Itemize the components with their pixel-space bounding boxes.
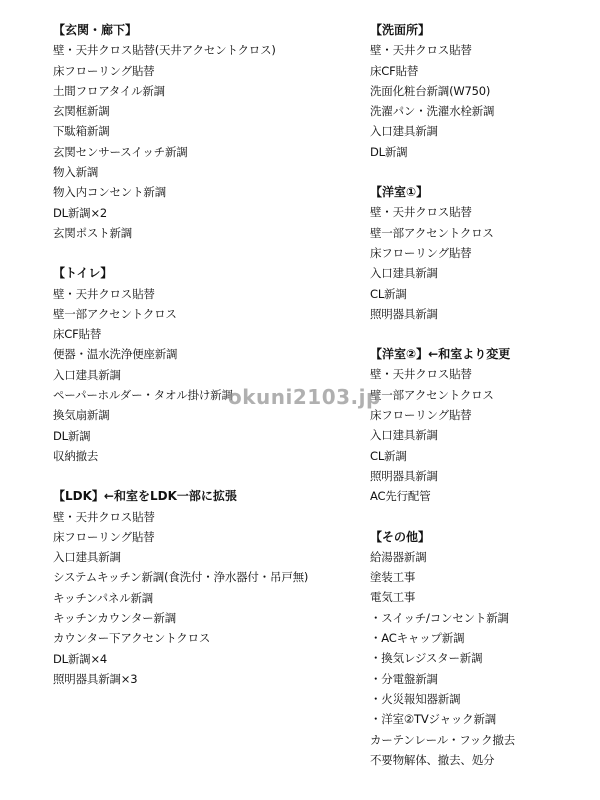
list-item: 照明器具新調	[370, 306, 438, 321]
list-item: 土間フロアタイル新調	[53, 83, 165, 98]
list-item: 物入新調	[53, 165, 99, 180]
left_column-section-1	[53, 263, 343, 466]
list-item: 照明器具新調×3	[53, 671, 138, 686]
list-item: 洗面化粧台新調(W750)	[370, 83, 491, 98]
list-item: 床CF貼替	[53, 327, 102, 342]
list-item: 床フローリング貼替	[370, 245, 472, 260]
list-item: 入口建具新調	[53, 367, 121, 382]
right_column-section-3	[370, 527, 595, 771]
list-item: 床フローリング貼替	[53, 529, 155, 544]
left-column	[53, 20, 343, 709]
list-item: ・火災報知器新調	[370, 691, 461, 706]
list-item: 壁・天井クロス貼替	[370, 205, 472, 220]
list-item: 床フローリング貼替	[370, 408, 472, 423]
list-item: 洗濯パン・洗濯水栓新調	[370, 104, 495, 119]
list-item: 入口建具新調	[370, 428, 438, 443]
list-item: カーテンレール・フック撤去	[370, 732, 516, 747]
list-item: 壁・天井クロス貼替(天井アクセントクロス)	[53, 43, 276, 58]
section-heading: 【LDK】←和室をLDK一部に拡張	[53, 489, 237, 504]
list-item: 壁・天井クロス貼替	[370, 367, 472, 382]
list-item: 下駄箱新調	[53, 124, 110, 139]
list-item: 入口建具新調	[53, 550, 121, 565]
list-item: 電気工事	[370, 590, 416, 605]
list-item: 壁一部アクセントクロス	[53, 306, 177, 321]
list-item: 収納撤去	[53, 448, 99, 463]
list-item: 床CF貼替	[370, 63, 419, 78]
list-item: システムキッチン新調(食洗付・浄水器付・吊戸無)	[53, 570, 309, 585]
list-item: 玄関框新調	[53, 104, 110, 119]
watermark: okuni2103.jp	[228, 385, 381, 409]
list-item: ・スイッチ/コンセント新調	[370, 610, 509, 625]
right_column-section-1	[370, 182, 595, 324]
list-item: 入口建具新調	[370, 124, 438, 139]
list-item: 壁・天井クロス貼替	[53, 286, 155, 301]
section-heading: 【トイレ】	[53, 266, 113, 281]
section-heading: 【洗面所】	[370, 23, 431, 37]
list-item: 塗装工事	[370, 570, 416, 585]
list-item: ・分電盤新調	[370, 671, 438, 686]
list-item: 入口建具新調	[370, 266, 438, 281]
list-item: 壁一部アクセントクロス	[370, 225, 494, 240]
list-item: キッチンカウンター新調	[53, 611, 177, 626]
list-item: DL新調×2	[53, 205, 108, 220]
list-item: 不要物解体、撤去、処分	[370, 752, 495, 767]
right-column	[370, 20, 595, 790]
list-item: DL新調	[53, 428, 91, 443]
list-item: ・ACキャップ新調	[370, 631, 465, 646]
section-heading: 【洋室①】	[370, 185, 429, 200]
list-item: DL新調×4	[53, 651, 108, 666]
list-item: 壁・天井クロス貼替	[370, 43, 472, 58]
list-item: 壁一部アクセントクロス	[370, 387, 494, 402]
list-item: ・換気レジスター新調	[370, 651, 483, 666]
list-item: 壁・天井クロス貼替	[53, 509, 155, 524]
list-item: 便器・温水洗浄便座新調	[53, 347, 178, 362]
list-item: ペーパーホルダー・タオル掛け新調	[53, 388, 233, 403]
list-item: DL新調	[370, 144, 408, 159]
list-item: CL新調	[370, 286, 407, 301]
list-item: 玄関センサースイッチ新調	[53, 144, 188, 159]
list-item: 物入内コンセント新調	[53, 185, 166, 200]
list-item: 床フローリング貼替	[53, 63, 155, 78]
list-item: カウンター下アクセントクロス	[53, 631, 211, 646]
section-heading: 【玄関・廊下】	[53, 23, 138, 37]
list-item: キッチンパネル新調	[53, 590, 154, 605]
list-item: ・洋室②TVジャック新調	[370, 712, 497, 727]
left_column-section-0	[53, 20, 343, 243]
right_column-section-2	[370, 344, 595, 506]
section-heading: 【その他】	[370, 529, 431, 544]
list-item: 給湯器新調	[370, 549, 427, 564]
list-item: 換気扇新調	[53, 408, 110, 423]
section-heading: 【洋室②】←和室より変更	[370, 347, 511, 362]
list-item: 玄関ポスト新調	[53, 225, 133, 240]
list-item: CL新調	[370, 448, 407, 463]
right_column-section-0	[370, 20, 595, 162]
list-item: 照明器具新調	[370, 468, 438, 483]
list-item: AC先行配管	[370, 489, 431, 504]
left_column-section-2	[53, 486, 343, 689]
